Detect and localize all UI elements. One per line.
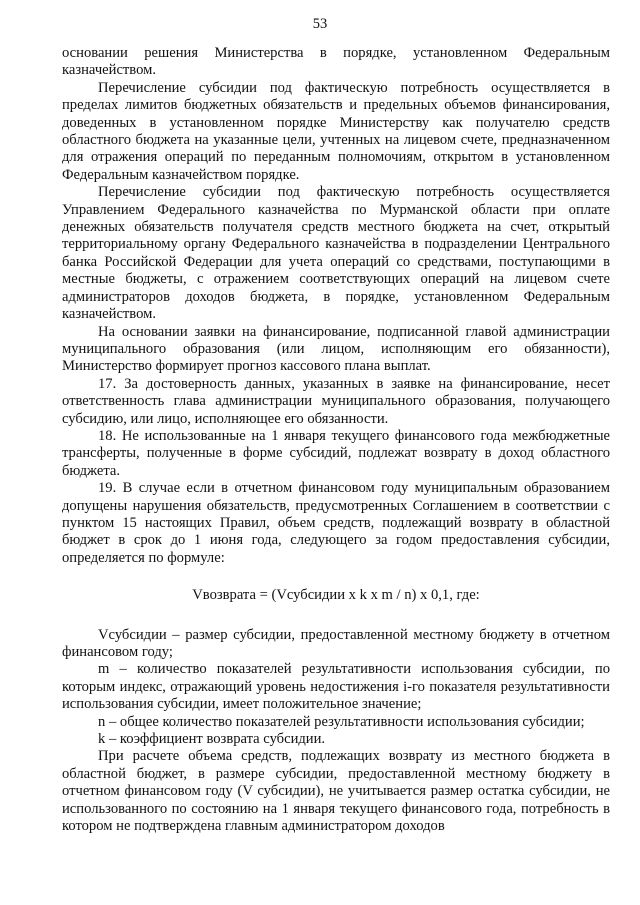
paragraph-treasury-payment: Перечисление субсидии под фактическую потребность осуществляется Управлением Федерального казначейства по Мурманской области при оплате денежных обязательств получателя средств местного бюджета на счет, открытый территориальному органу Федерального казначейства в подразделении Центрального банка Российской Федерации для учета операций со средствами, поступающими в местные бюджеты, с отражением соответствующих операций на лицевом счете администраторов доходов бюджета, в порядке, установленном Федеральным казначейством. (62, 184, 610, 323)
paragraph-subsidy-transfer-limits: Перечисление субсидии под фактическую потребность осуществляется в пределах лимитов бюджетных обязательств и предельных объемов финансирования, доведенных в установленном порядке Министерству как получателю средств областного бюджета на указанные цели, учтенных на лицевом счете, предназначенном для отражения операций по переданным полномочиям, открытом в установленном Федеральным казначейством порядке. (62, 79, 610, 183)
paragraph-cash-plan-forecast: На основании заявки на финансирование, подписанной главой администрации муниципального образования (или лицом, исполняющим его обязанности), Министерство формирует прогноз кассового плана выплат. (62, 323, 610, 375)
page-number: 53 (312, 16, 328, 32)
definition-n: n – общее количество показателей результативности использования субсидии; (98, 713, 585, 730)
definition-k: k – коэффициент возврата субсидии. (98, 731, 326, 748)
document-body (62, 45, 610, 835)
paragraph-item-18: 18. Не использованные на 1 января текущего финансового года межбюджетные трансферты, полученные в форме субсидий, подлежат возврату в доход областного бюджета. (62, 427, 610, 479)
paragraph-item-17: 17. За достоверность данных, указанных в заявке на финансирование, несет ответственность глава администрации муниципального образования, получающего субсидию, или лицо, исполняющее его обязанности. (62, 375, 610, 427)
refund-formula: Vвозврата = (Vсубсидии x k x m / n) x 0,1, где: (192, 587, 480, 604)
definition-m: m – количество показателей результативности использования субсидии, по которым индекс, отражающий уровень недостижения i-го показателя результативности использования субсидии, имеет положительное значение; (62, 661, 610, 713)
paragraph-continuation: основании решения Министерства в порядке, установленном Федеральным казначейством. (62, 45, 610, 79)
paragraph-refund-calculation-note: При расчете объема средств, подлежащих возврату из местного бюджета в областной бюджет, в размере субсидии, предоставленной местному бюджету в отчетном финансовом году (V субсидии), не учитывается размер остатка субсидии, не использованного по состоянию на 1 января текущего финансового года, потребность в котором не подтверждена главным администратором доходов (62, 748, 610, 835)
definition-v-subsidy: Vсубсидии – размер субсидии, предоставленной местному бюджету в отчетном финансовом году; (62, 626, 610, 660)
paragraph-item-19: 19. В случае если в отчетном финансовом году муниципальным образованием допущены нарушения обязательств, предусмотренных Соглашением в соответствии с пунктом 15 настоящих Правил, объем средств, подлежащий возврату в областной бюджет в срок до 1 июня года, следующего за годом предоставления субсидии, определяется по формуле: (62, 480, 610, 566)
